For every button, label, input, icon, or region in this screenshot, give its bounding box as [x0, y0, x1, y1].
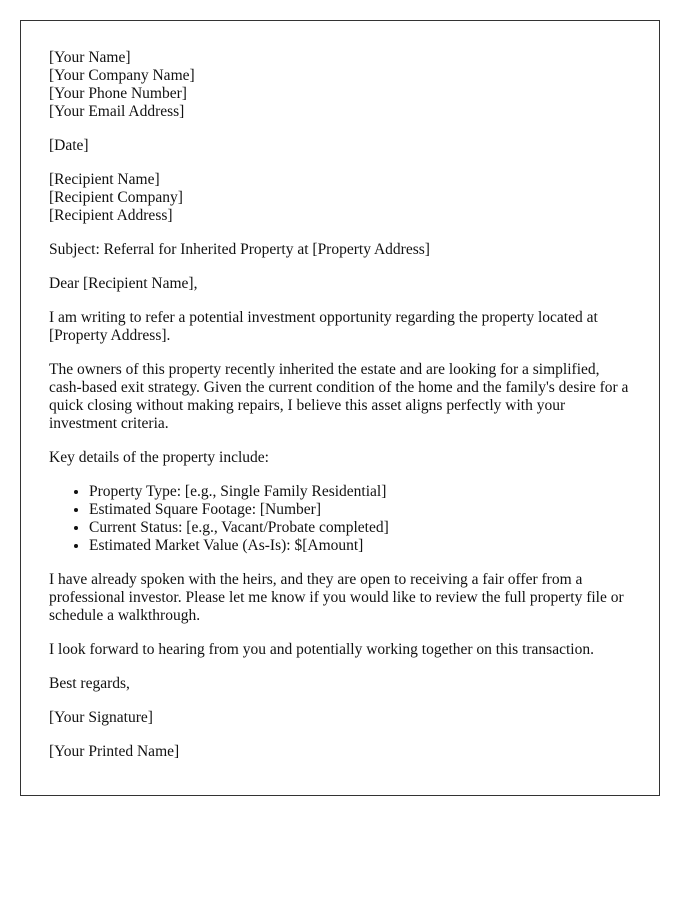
recipient-address: [Recipient Address] — [49, 207, 173, 224]
body-paragraph-heirs: I have already spoken with the heirs, and they are open to receiving a fair offer from a professional investor. Please let me know if you would like to review the full property file or schedule a walkthrough. — [49, 571, 624, 624]
letter-date: [Date] — [49, 137, 89, 154]
sender-name: [Your Name] — [49, 49, 131, 66]
signoff: Best regards, — [49, 675, 130, 692]
details-heading: Key details of the property include: — [49, 449, 269, 466]
subject-line: Subject: Referral for Inherited Property at [Property Address] — [49, 241, 430, 258]
detail-property-type: • Property Type: [e.g., Single Family Residential] — [89, 483, 631, 501]
detail-square-footage: • Estimated Square Footage: [Number] — [89, 501, 631, 519]
detail-current-status: • Current Status: [e.g., Vacant/Probate completed] — [89, 519, 631, 537]
printed-name: [Your Printed Name] — [49, 743, 180, 760]
sender-phone: [Your Phone Number] — [49, 85, 187, 102]
signature: [Your Signature] — [49, 709, 153, 726]
letter-document — [20, 20, 660, 796]
salutation: Dear [Recipient Name], — [49, 275, 198, 292]
sender-company: [Your Company Name] — [49, 67, 195, 84]
recipient-name: [Recipient Name] — [49, 171, 160, 188]
body-paragraph-context: The owners of this property recently inherited the estate and are looking for a simplified, cash-based exit strategy. Given the current condition of the home and the family's desire for a quick closing without making repairs, I believe this asset aligns perfectly with your investment criteria. — [49, 361, 629, 432]
sender-block — [49, 49, 631, 121]
sender-email: [Your Email Address] — [49, 103, 185, 120]
detail-market-value: • Estimated Market Value (As-Is): $[Amount] — [89, 537, 631, 555]
property-details-list — [49, 483, 631, 555]
body-paragraph-intro: I am writing to refer a potential investment opportunity regarding the property located at [Property Address]. — [49, 309, 598, 344]
recipient-company: [Recipient Company] — [49, 189, 183, 206]
body-paragraph-closing: I look forward to hearing from you and potentially working together on this transaction. — [49, 641, 594, 658]
recipient-block — [49, 171, 631, 225]
